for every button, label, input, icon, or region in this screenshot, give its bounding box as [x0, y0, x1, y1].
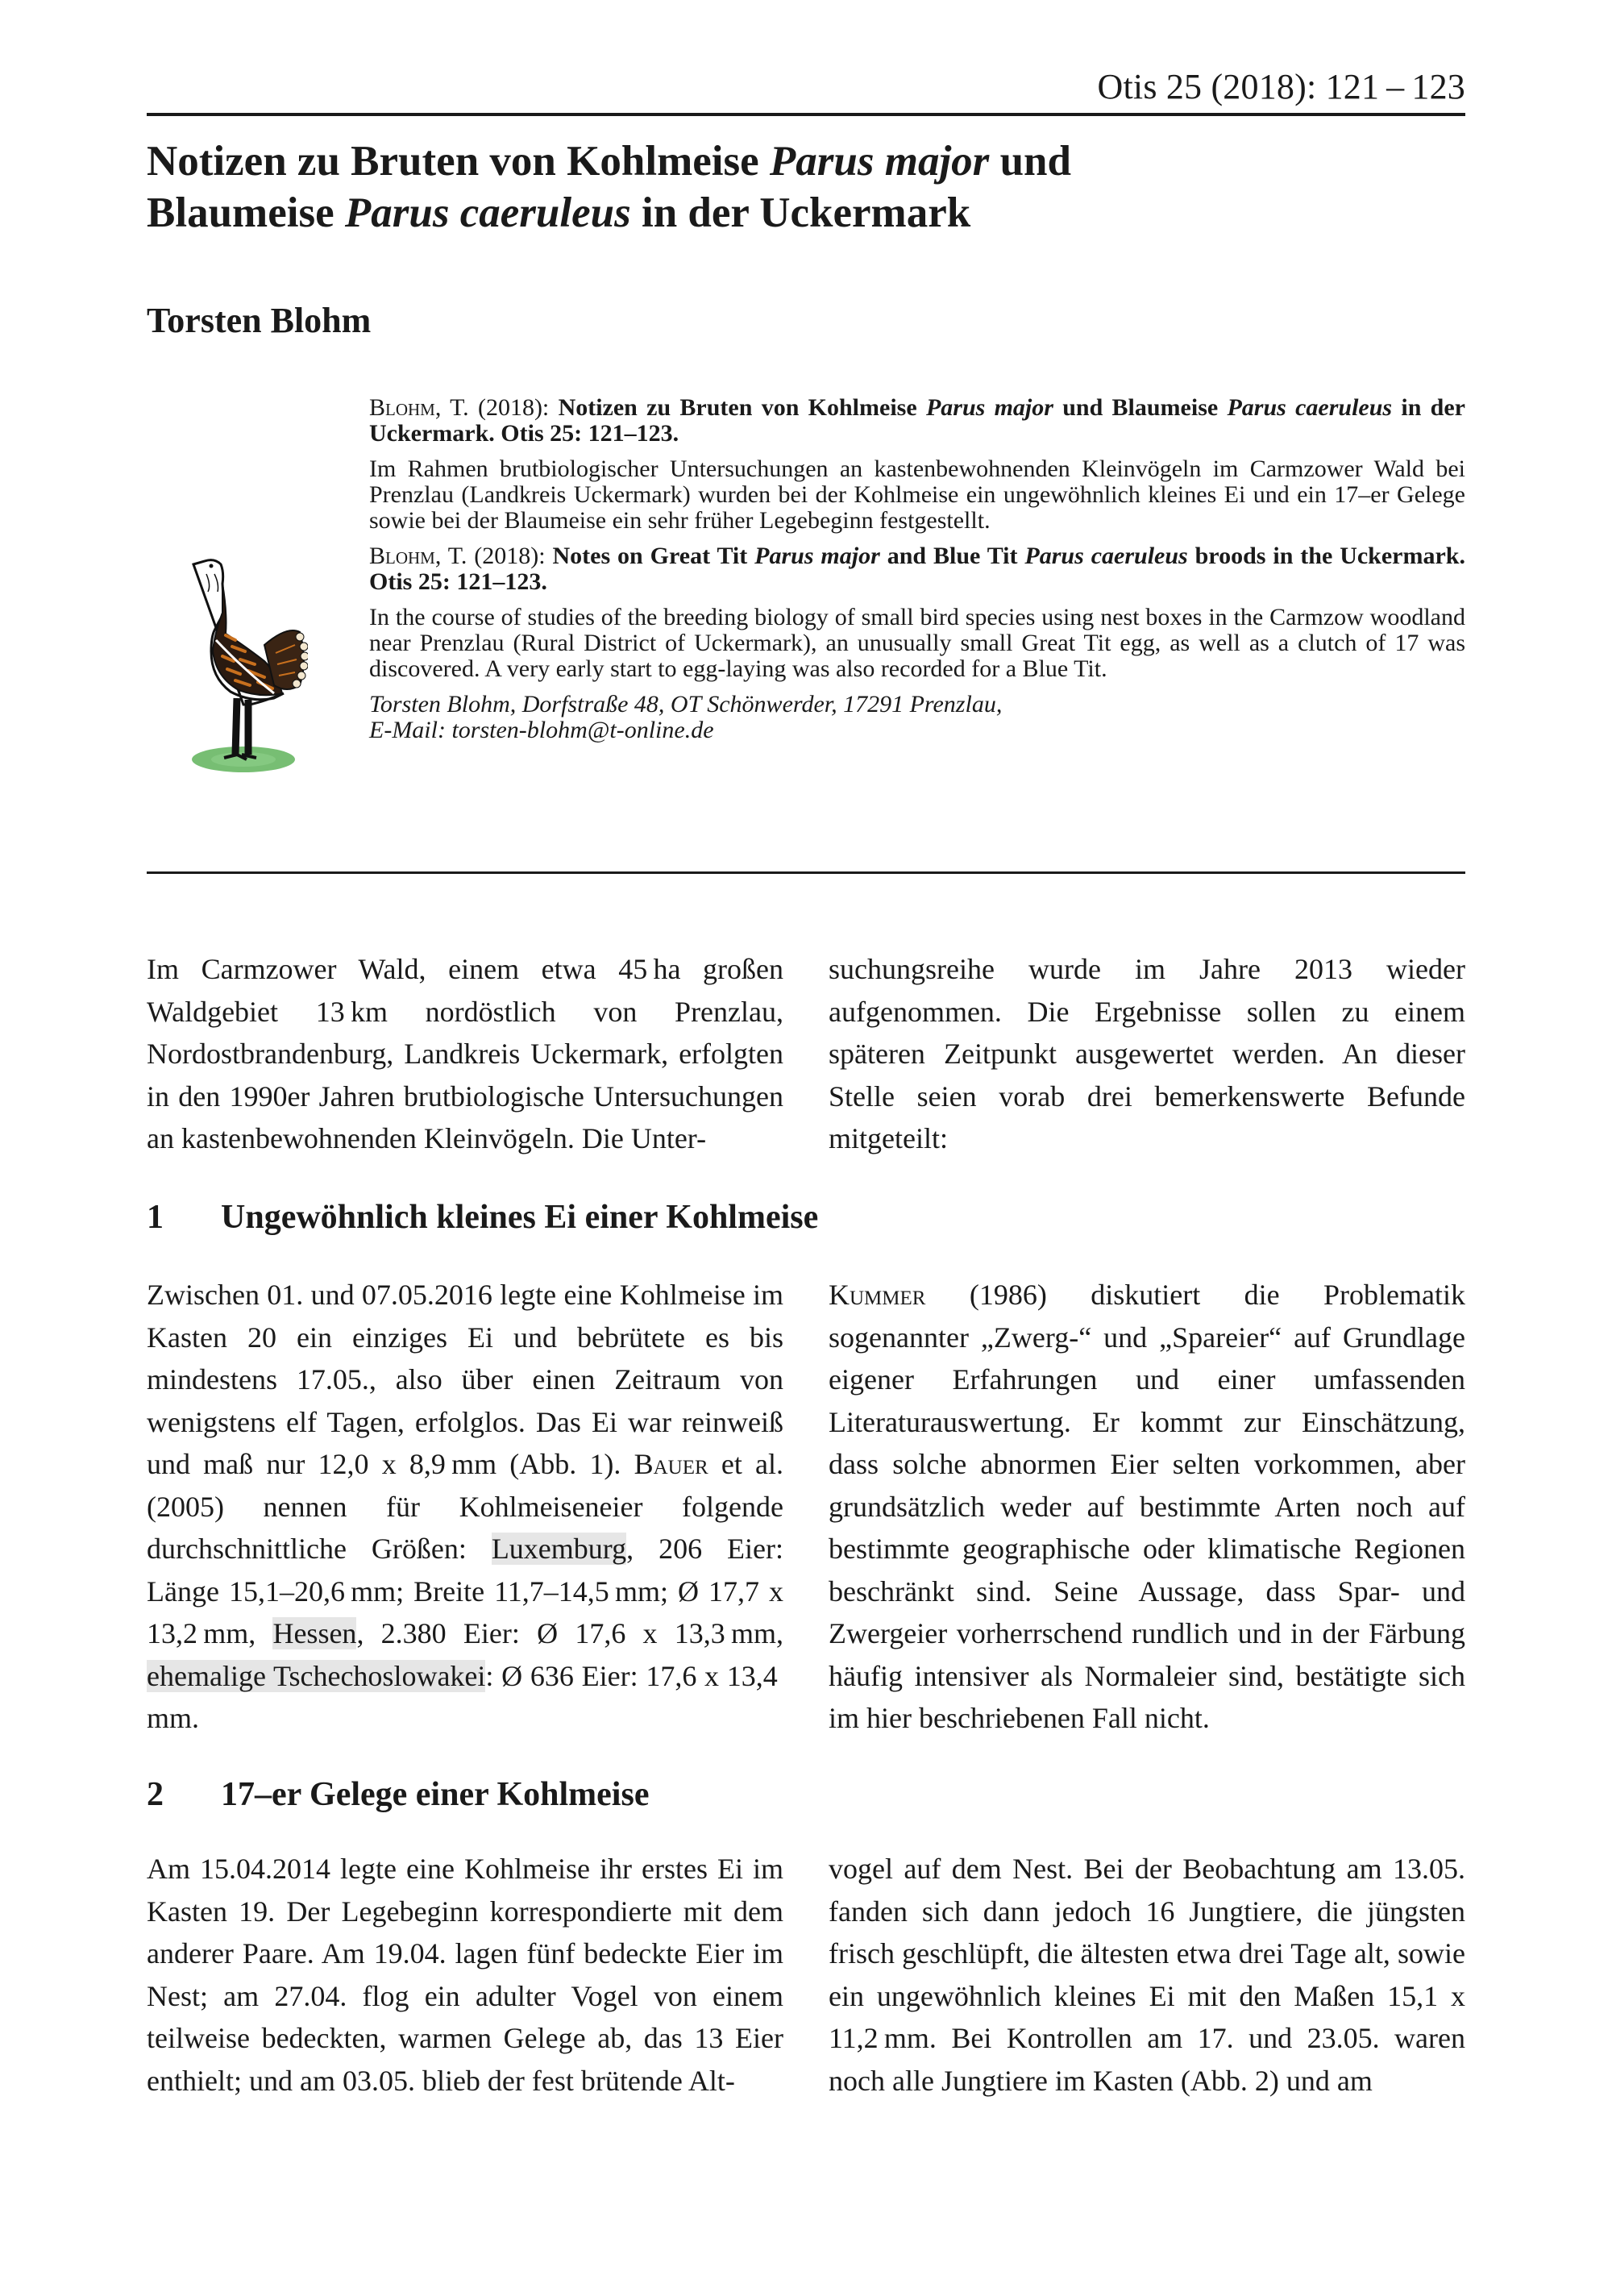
article-title	[147, 135, 1194, 239]
header-rule	[147, 113, 1465, 116]
section-heading-1	[147, 1198, 818, 1237]
abstract-de-text: Im Rahmen brutbiologischer Untersuchungen an kastenbewohnenden Kleinvögeln im Carmzower Wald bei Prenzlau (Landkreis Uckermark) wurden bei der Kohlmeise ein ungewöhnlich kleines Ei und ein 17–er Gelege sowie bei der Blaumeise ein sehr früher Legebeginn festgestellt.	[369, 455, 1465, 534]
address-line: Torsten Blohm, Dorfstraße 48, OT Schönwerder, 17291 Prenzlau,	[369, 691, 1003, 718]
citation-title: and Blue Tit	[879, 543, 1025, 569]
title-text: Blaumeise	[147, 189, 345, 236]
section-heading-2	[147, 1775, 649, 1814]
author-name: Torsten Blohm	[147, 301, 372, 340]
section1-left-column	[147, 1274, 783, 1740]
section2-paragraph: vogel auf dem Nest. Bei der Beobachtung am 13.05. fanden sich dann jedoch 16 Jungtiere, die jüngsten frisch geschlüpft, die ältesten etwa drei Tage alt, sowie ein ungewöhnlich kleines Ei mit den Maßen 15,1 x 11,2 mm. Bei Kontrollen am 17. und 23.05. waren noch alle Jungtiere im Kasten (Abb. 2) und am	[829, 1853, 1465, 2097]
citation-title: Notes on Great Tit	[552, 543, 755, 569]
citation-title: in der Uckermark. Otis 25: 121–123.	[369, 394, 1465, 447]
citation-title: und Blaumeise	[1053, 394, 1228, 421]
reference-author: Bauer	[634, 1448, 708, 1480]
citation-author: Blohm	[369, 394, 435, 421]
intro-right-column	[829, 948, 1465, 1160]
section2-left-column	[147, 1848, 783, 2102]
running-head: Otis 25 (2018): 121 – 123	[1097, 67, 1465, 106]
reference-author: Kummer	[829, 1279, 926, 1311]
intro-paragraph: Im Carmzower Wald, einem etwa 45 ha großen Waldgebiet 13 km nordöstlich von Prenzlau, Nordostbrandenburg, Landkreis Uckermark, erfolgten in den 1990er Jahren brutbiologische Untersuchungen an kastenbewohnenden Kleinvögeln. Die Unter-	[147, 953, 783, 1154]
title-species-1: Parus major	[769, 138, 990, 185]
citation-species: Parus caeruleus	[1024, 543, 1188, 569]
citation-year: , T. (2018):	[434, 394, 559, 421]
title-text: Notizen zu Bruten von Kohlmeise	[147, 138, 770, 185]
highlight-luxemburg: Luxemburg	[491, 1533, 627, 1565]
section-title: 17–er Gelege einer Kohlmeise	[221, 1776, 650, 1813]
citation-author: Blohm	[369, 543, 435, 569]
body-text: et al. (2005) nennen für Kohlmeiseneier folgende durchschnittliche Größen:	[147, 1448, 783, 1565]
email-address[interactable]: E-Mail: torsten-blohm@t-online.de	[369, 717, 714, 743]
citation-title: Notizen zu Bruten von Kohlmeise	[558, 394, 926, 421]
great-bustard-icon	[187, 556, 308, 774]
citation-de	[369, 395, 1465, 447]
citation-species: Parus caeruleus	[1227, 394, 1393, 421]
intro-paragraph: suchungsreihe wurde im Jahre 2013 wieder aufgenommen. Die Ergebnisse sollen zu einem späteren Zeitpunkt ausgewertet werden. An dieser Stelle seien vorab drei bemerkenswerte Befunde mitgeteilt:	[829, 953, 1465, 1154]
highlight-tschechoslowakei: ehemalige Tschechoslowakei	[147, 1659, 486, 1692]
citation-title: broods in the Uckermark. Otis 25: 121–123.	[369, 543, 1465, 595]
intro-left-column	[147, 948, 783, 1160]
citation-year: , T. (2018):	[434, 543, 553, 569]
citation-en	[369, 543, 1465, 595]
title-text: und	[989, 138, 1071, 185]
highlight-hessen: Hessen	[272, 1617, 357, 1649]
body-text: , 2.380 Eier: Ø 17,6 x 13,3 mm,	[356, 1617, 784, 1649]
title-text: in der Uckermark	[630, 189, 971, 236]
body-text: (1986) diskutiert die Problematik sogenannter „Zwerg-“ und „Spareier“ auf Grundlage eigener Erfahrungen und einer umfassenden Literaturauswertung. Er kommt zur Einschätzung, dass solche abnormen Eier selten vorkommen, aber grundsätzlich weder auf bestimmte Arten noch auf bestimmte geographische oder klimatische Regionen beschränkt sind. Seine Aussage, dass Spar- und Zwergeier vorherrschend rundlich und in der Färbung häufig intensiver als Normaleier sind, bestätigte sich im hier beschriebenen Fall nicht.	[829, 1279, 1465, 1734]
section2-right-column	[829, 1848, 1465, 2102]
section1-right-column	[829, 1274, 1465, 1740]
section1-paragraph	[147, 1274, 783, 1740]
section1-paragraph	[829, 1274, 1465, 1740]
body-text: , 206 Eier: Länge 15,1–20,6 mm; Breite 11,7–14,5 mm; Ø 17,7 x 13,2 mm,	[147, 1533, 783, 1649]
abstract-en-text: In the course of studies of the breeding biology of small bird species using nest boxes in the Carmzow woodland near Prenzlau (Rural District of Uckermark), an unusually small Great Tit egg, as well as a clutch of 17 was discovered. A very early start to egg-laying was also recorded for a Blue Tit.	[369, 604, 1465, 682]
section-number: 1	[147, 1199, 164, 1236]
abstract-block	[369, 395, 1465, 753]
section-title: Ungewöhnlich kleines Ei einer Kohlmeise	[221, 1199, 819, 1236]
section-number: 2	[147, 1776, 164, 1813]
title-species-2: Parus caeruleus	[344, 189, 631, 236]
body-text: Zwischen 01. und 07.05.2016 legte eine Kohlmeise im Kasten 20 ein einziges Ei und bebrütete es bis mindestens 17.05., also über einen Zeitraum von wenigstens elf Tagen, erfolglos. Das Ei war reinweiß und maß nur 12,0 x 8,9 mm (Abb. 1).	[147, 1279, 783, 1480]
citation-species: Parus major	[754, 543, 880, 569]
citation-species: Parus major	[925, 394, 1053, 421]
abstract-rule	[147, 871, 1465, 874]
section2-paragraph: Am 15.04.2014 legte eine Kohlmeise ihr erstes Ei im Kasten 19. Der Legebeginn korrespondierte mit dem anderer Paare. Am 19.04. lagen fünf bedeckte Eier im Nest; am 27.04. flog ein adulter Vogel von einem teilweise bedeckten, warmen Gelege ab, das 13 Eier enthielt; und am 03.05. blieb der fest brütende Alt-	[147, 1853, 783, 2097]
body-text: : Ø 636 Eier: 17,6 x 13,4 mm.	[147, 1659, 783, 1734]
author-address	[369, 692, 1465, 743]
